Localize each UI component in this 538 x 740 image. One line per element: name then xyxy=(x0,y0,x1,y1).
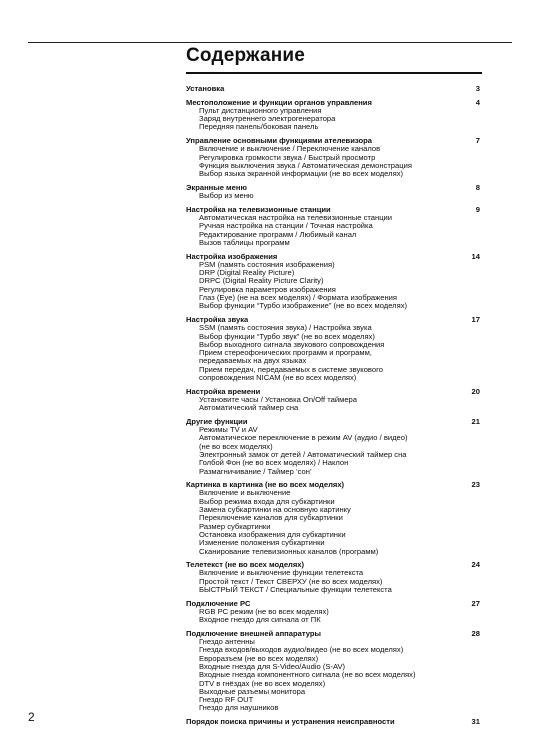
toc-item[interactable]: Установите часы / Установка On/Off таймера xyxy=(199,394,357,404)
toc-item[interactable]: Гнезда входов/выходов аудио/видео (не во всех моделях) xyxy=(199,645,404,655)
toc-section-title: Другие функции xyxy=(186,416,248,426)
toc-section xyxy=(186,253,482,311)
toc-item[interactable]: Выбор режима входа для субкартинки xyxy=(199,496,335,506)
toc-section xyxy=(186,99,482,132)
toc-item[interactable]: Включение и выключение / Переключение каналов xyxy=(199,144,381,154)
toc-page-number: 24 xyxy=(471,560,480,570)
toc-item[interactable]: БЫСТРЫЙ ТЕКСТ / Специальные функции телетекста xyxy=(199,585,392,594)
toc-item[interactable]: сопровождения NICAM (не во всех моделях) xyxy=(199,372,357,382)
toc-page-number: 20 xyxy=(471,386,480,396)
toc-item[interactable]: (не во всех моделях) xyxy=(199,441,273,451)
toc-item[interactable]: Гнездо для наушников xyxy=(199,703,279,713)
toc-section xyxy=(186,418,482,476)
toc-section xyxy=(186,561,482,594)
toc-section xyxy=(186,206,482,247)
toc-item[interactable]: Простой текст / Текст СВЕРХУ (не во всех моделях) xyxy=(199,576,383,586)
toc-section xyxy=(186,85,482,93)
toc-page-number: 31 xyxy=(471,717,480,727)
toc-item[interactable]: Электронный замок от детей / Автоматический таймер сна xyxy=(199,449,407,459)
toc-item[interactable]: Выбор функции “Турбо звук” (не во всех моделях) xyxy=(199,331,375,341)
toc-section xyxy=(186,137,482,178)
toc-section xyxy=(186,600,482,625)
toc-item[interactable]: Выходные разъемы монитора xyxy=(199,686,306,696)
toc-item[interactable]: Гнездо антенны xyxy=(199,637,255,647)
toc-item[interactable]: Функция выключения звука / Автоматическая демонстрация xyxy=(199,160,412,170)
toc-item[interactable]: Выбор из меню xyxy=(199,191,254,201)
toc-section xyxy=(186,718,482,726)
toc-item[interactable]: Регулировка параметров изображения xyxy=(199,284,336,294)
toc-section xyxy=(186,184,482,201)
toc-item[interactable]: Переключение каналов для субкартинки xyxy=(199,513,343,523)
toc-item[interactable]: Вызов таблицы программ xyxy=(199,237,290,247)
toc-item[interactable]: Размер субкартинки xyxy=(199,521,271,531)
toc-page-number: 4 xyxy=(475,97,480,107)
page-title: Содержание xyxy=(186,45,306,66)
toc-page-number: 28 xyxy=(471,628,480,638)
toc-page-number: 9 xyxy=(475,204,480,214)
toc-item[interactable]: Режимы TV и AV xyxy=(199,425,258,435)
toc-item[interactable]: передаваемых на двух языках xyxy=(199,356,307,366)
toc-item[interactable]: Евроразъем (не во всех моделях) xyxy=(199,653,319,663)
toc-page-number: 17 xyxy=(471,314,480,324)
title-underline xyxy=(186,72,482,74)
toc-section-title: Установка xyxy=(186,84,225,93)
toc-item[interactable]: Изменение положения субкартинки xyxy=(199,538,325,548)
toc-item[interactable]: Заряд внутреннего электрогенератора xyxy=(199,114,336,124)
toc-section-title: Настройка звука xyxy=(186,314,249,324)
toc-item[interactable]: Пульт дистанционного управления xyxy=(199,105,322,115)
toc-item[interactable]: Ручная настройка на станции / Точная настройка xyxy=(199,221,373,231)
toc-section-title: Настройка времени xyxy=(186,386,261,396)
toc-page-number: 14 xyxy=(471,251,480,261)
toc-item[interactable]: Прием передач, передаваемых в системе звукового xyxy=(199,364,383,374)
toc-item[interactable]: Регулировка громкости звука / Быстрый просмотр xyxy=(199,152,376,162)
page-number: 2 xyxy=(28,710,35,724)
toc-item[interactable]: DRPC (Digital Reality Picture Clarity) xyxy=(199,276,324,286)
toc-section-title: Местоположение и функции органов управления xyxy=(186,97,372,107)
toc-item[interactable]: Голбой Фон (не во всех моделях) / Наклон xyxy=(199,458,349,468)
toc-item[interactable]: Выбор выходного сигнала звукового сопровождения xyxy=(199,339,385,349)
toc-section-title: Настройка на телевизионные станции xyxy=(186,204,331,214)
toc-item[interactable]: Входные гнезда для S-Video/Audio (S-AV) xyxy=(199,661,346,671)
toc-item[interactable]: DRP (Digital Reality Picture) xyxy=(199,268,295,278)
toc-item[interactable]: Выбор функции “Турбо изображение” (не во всех моделях) xyxy=(199,301,408,311)
toc-item[interactable]: Автоматическая настройка на телевизионные станции xyxy=(199,213,393,223)
toc-item[interactable]: RGB PC режим (не во всех моделях) xyxy=(199,606,329,616)
toc-section-title: Телетекст (не во всех моделях) xyxy=(186,560,305,570)
toc-item[interactable]: Сканирование телевизионных каналов (программ) xyxy=(199,546,379,556)
toc-section-title: Подключение внешней аппаратуры xyxy=(186,628,321,638)
toc-page-number: 27 xyxy=(471,598,480,608)
toc-item[interactable]: PSM (память состояния изображения) xyxy=(199,259,335,269)
toc-page-number: 7 xyxy=(475,136,480,146)
toc-item[interactable]: Входное гнездо для сигнала от ПК xyxy=(199,615,321,625)
toc-section-title: Порядок поиска причины и устранения неисправности xyxy=(186,717,395,727)
toc-item[interactable]: Размагничивание / Таймер ‘сон’ xyxy=(199,466,312,476)
toc-item[interactable]: Передняя панель/боковая панель xyxy=(199,122,319,132)
toc-item[interactable]: Автоматическое переключение в режим AV (аудио / видео) xyxy=(199,433,408,443)
toc-item[interactable]: Глаз (Eye) (не на всех моделях) / Формата изображения xyxy=(199,293,397,303)
toc-item[interactable]: Остановка изображения для субкартинки xyxy=(199,529,346,539)
toc-section-heading[interactable] xyxy=(186,718,482,726)
toc-section xyxy=(186,630,482,713)
toc-section-title: Экранные меню xyxy=(186,182,247,192)
toc-item[interactable]: SSM (память состояния звука) / Настройка звука xyxy=(199,323,372,333)
toc-section-title: Настройка изображения xyxy=(186,251,278,261)
toc-item[interactable]: Автоматический таймер сна xyxy=(199,403,299,413)
toc-section-title: Подключение PC xyxy=(186,598,251,608)
top-rule xyxy=(28,42,512,43)
toc-section-title: Картинка в картинка (не во всех моделях) xyxy=(186,480,345,490)
toc-section xyxy=(186,388,482,413)
toc-page-number: 3 xyxy=(475,84,480,93)
toc-section-title: Управление основными функциями ателевизора xyxy=(186,136,372,146)
toc-item[interactable]: Входные гнезда компонентного сигнала (не во всех моделях) xyxy=(199,670,416,680)
toc-section-heading[interactable] xyxy=(186,85,482,93)
toc-item[interactable]: Замена субкартинки на основную картинку xyxy=(199,505,351,515)
toc-item[interactable]: Прием стереофонических программ и программ, xyxy=(199,348,372,358)
toc-item[interactable]: Включение и выключение xyxy=(199,488,291,498)
toc-section xyxy=(186,316,482,382)
toc-page-number: 8 xyxy=(475,182,480,192)
toc-page-number: 23 xyxy=(471,480,480,490)
toc-item[interactable]: Гнездо RF OUT xyxy=(199,695,254,705)
table-of-contents xyxy=(186,85,482,732)
toc-section xyxy=(186,481,482,556)
toc-item[interactable]: Выбор языка экранной информации (не во всех моделях) xyxy=(199,169,404,179)
toc-page-number: 21 xyxy=(471,416,480,426)
toc-item[interactable]: Включение и выключение функции телетекста xyxy=(199,568,364,578)
toc-item[interactable]: Редактирование программ / Любимый канал xyxy=(199,229,357,239)
toc-item[interactable]: DTV в гнёздах (не во всех моделях) xyxy=(199,678,326,688)
